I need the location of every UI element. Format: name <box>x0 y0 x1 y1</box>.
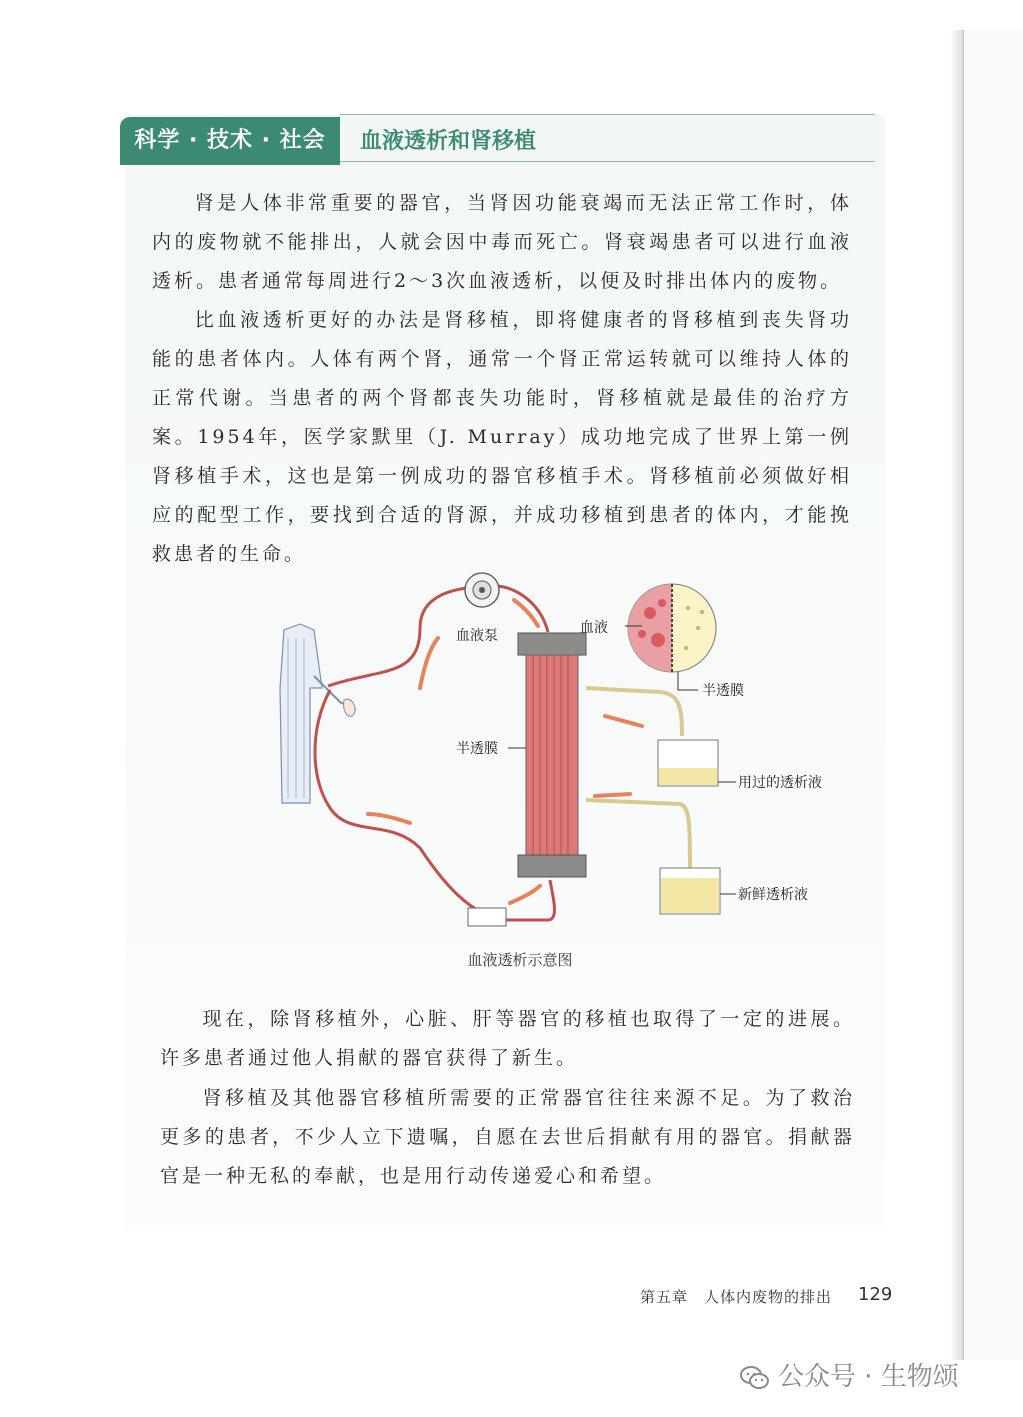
membrane-magnified-inset <box>628 584 716 672</box>
section-title: 血液透析和肾移植 <box>360 129 537 154</box>
label-used-dialysate: 用过的透析液 <box>738 775 822 791</box>
flow-arrow-up <box>420 638 438 688</box>
label-fresh-dialysate: 新鲜透析液 <box>738 887 808 903</box>
header-top-rule <box>340 114 875 115</box>
dialyzer-column <box>518 633 586 877</box>
watermark-text: 公众号 · 生物颂 <box>778 1362 959 1392</box>
paragraph-1-text: 肾是人体非常重要的器官，当肾因功能衰竭而无法正常工作时，体内的废物就不能排出，人就会因中毒而死亡。肾衰竭患者可以进行血液透析。患者通常每周进行2～3次血液透析，以便及时排出体内的废物。 <box>152 192 852 292</box>
fresh-dialysate-container <box>660 868 720 914</box>
blood-pump <box>465 573 499 607</box>
page-edge-shadow <box>950 30 964 1360</box>
drip-chamber <box>468 908 506 926</box>
paragraph-2 <box>152 301 852 574</box>
diagram-caption: 血液透析示意图 <box>467 951 573 969</box>
paragraph-3-text: 现在，除肾移植外，心脏、肝等器官的移植也取得了一定的进展。许多患者通过他人捐献的器官获得了新生。 <box>160 1008 855 1069</box>
fresh-dialysate-tube <box>586 800 690 868</box>
label-membrane-inset: 半透膜 <box>702 683 744 699</box>
flow-arrow-back <box>368 814 410 823</box>
flow-arrow-fresh-fluid <box>595 794 630 796</box>
used-dialysate-container <box>658 740 718 786</box>
blood-tube-return <box>315 690 554 920</box>
label-blood: 血液 <box>580 620 608 636</box>
paragraph-3 <box>160 1000 855 1078</box>
label-membrane-column: 半透膜 <box>456 741 498 757</box>
paragraph-4 <box>160 1079 855 1196</box>
paragraph-1 <box>152 184 852 301</box>
paragraph-4-text: 肾移植及其他器官移植所需要的正常器官往往来源不足。为了救治更多的患者，不少人立下遗嘱，自愿在去世后捐献有用的器官。捐献器官是一种无私的奉献，也是用行动传递爱心和希望。 <box>160 1087 855 1187</box>
adjacent-page-strip <box>964 30 1023 1360</box>
header-bottom-rule <box>340 161 875 162</box>
section-category-tab: 科学 · 技术 · 社会 <box>120 117 340 165</box>
used-dialysate-tube <box>586 688 682 736</box>
footer-chapter: 第五章 人体内废物的排出 <box>640 1288 833 1306</box>
flow-arrow-used-fluid <box>605 716 642 726</box>
label-blood-pump: 血液泵 <box>456 628 498 644</box>
page-number: 129 <box>858 1284 893 1305</box>
paragraph-2-text: 比血液透析更好的办法是肾移植，即将健康者的肾移植到丧失肾功能的患者体内。人体有两个肾，通常一个肾正常运转就可以维持人体的正常代谢。当患者的两个肾都丧失功能时，肾移植就是最佳的治疗方案。1954年，医学家默里（J. Murray）成功地完成了世界上第一例肾移植手术，这也是第一例成功的器官移植手术。肾移植前必须做好相应的配型工作，要找到合适的肾源，并成功移植到患者的体内，才能挽救患者的生命。 <box>152 309 852 565</box>
wechat-icon <box>740 1365 770 1391</box>
watermark <box>740 1356 959 1393</box>
page-edge-line <box>963 30 964 1360</box>
flow-arrow-return <box>510 886 540 903</box>
hemodialysis-diagram <box>270 568 870 938</box>
